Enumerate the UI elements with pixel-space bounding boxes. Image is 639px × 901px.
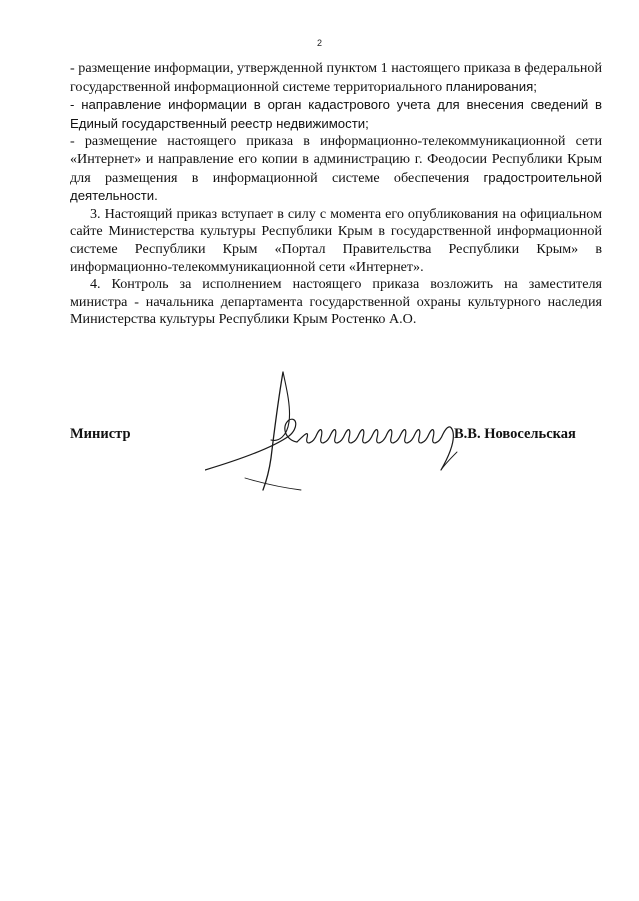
list-item-internet-publication bbox=[70, 133, 602, 205]
list-item-federal-system bbox=[70, 60, 602, 96]
signatory-position: Министр bbox=[70, 426, 131, 442]
list-item-cadastral bbox=[70, 96, 602, 133]
handwritten-signature bbox=[205, 360, 485, 500]
list-item-federal-system-tail: планирования; bbox=[445, 78, 537, 94]
list-item-cadastral-text: - направление информации в орган кадастрового учета для внесения сведений в Единый государственный реестр недвижимости; bbox=[70, 97, 602, 131]
document-body bbox=[70, 60, 602, 329]
signatory-name: В.В. Новосельская bbox=[454, 426, 576, 442]
paragraph-control: 4. Контроль за исполнением настоящего приказа возложить на заместителя министра - начальника департамента государственной охраны культурного наследия Министерства культуры Республики Крым Ростенко А.О. bbox=[70, 276, 602, 328]
list-item-internet-publication-tail: градостроительной деятельности. bbox=[70, 169, 602, 204]
list-item-federal-system-text: - размещение информации, утвержденной пунктом 1 настоящего приказа в федеральной государственной информационной системе территориального bbox=[70, 60, 602, 95]
paragraph-entry-into-force: 3. Настоящий приказ вступает в силу с момента его опубликования на официальном сайте Министерства культуры Республики Крым в государственной информационной системе Республики Крым «Портал Правительства Республики Крым» в информационно-телекоммуникационной сети «Интернет». bbox=[70, 205, 602, 275]
page-number: 2 bbox=[316, 38, 322, 48]
list-item-internet-publication-text: - размещение настоящего приказа в информационно-телекоммуникационной сети «Интернет» и направление его копии в администрацию г. Феодосии Республики Крым для размещения в информационной системе обеспечения bbox=[70, 133, 602, 186]
